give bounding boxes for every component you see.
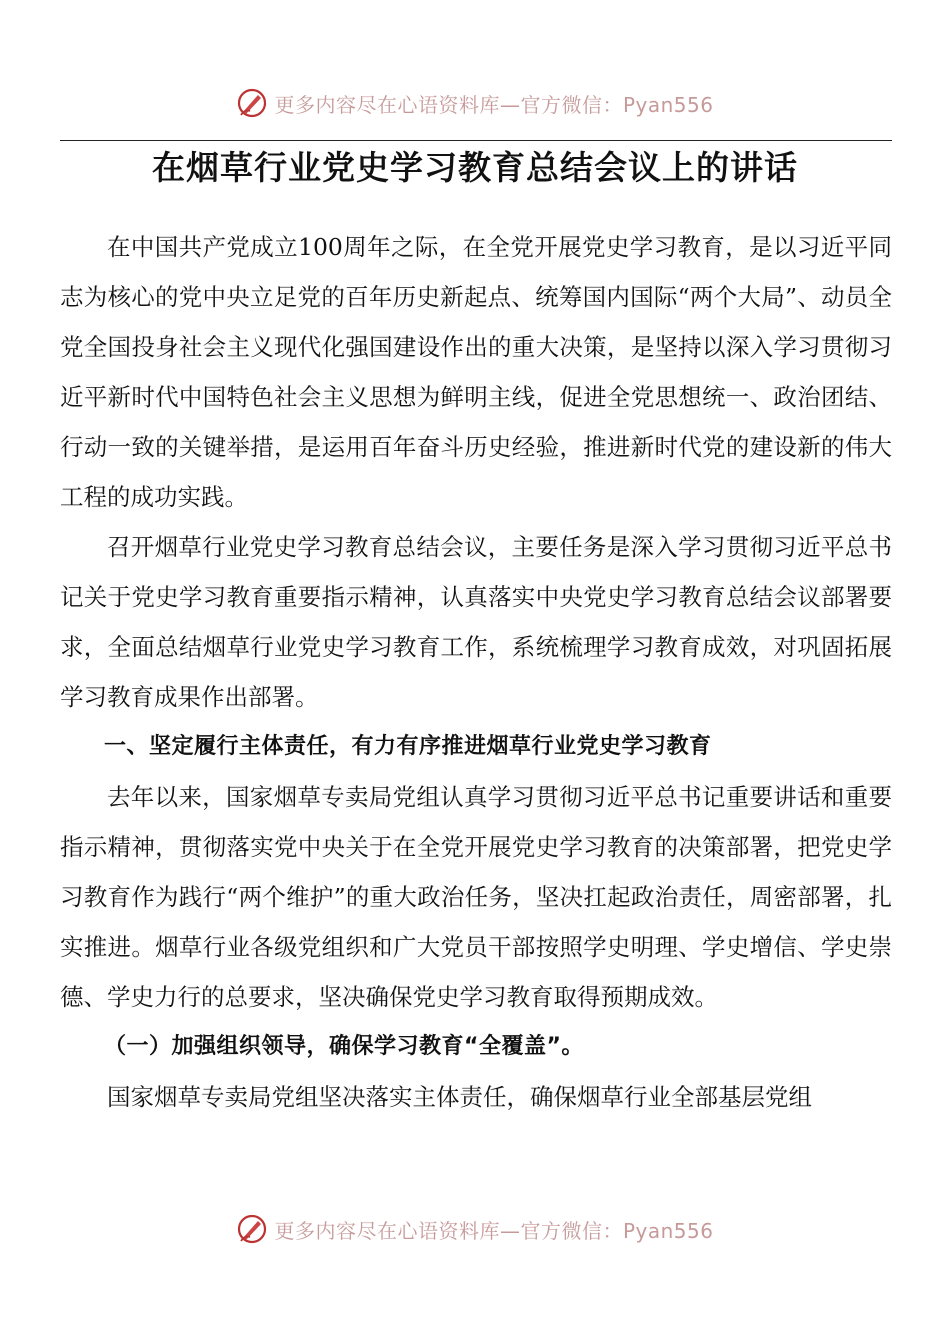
watermark-text: 更多内容尽在心语资料库—官方微信：Pyan556 <box>274 1218 714 1243</box>
watermark-text: 更多内容尽在心语资料库—官方微信：Pyan556 <box>274 92 714 117</box>
paragraph: 在中国共产党成立100周年之际，在全党开展党史学习教育，是以习近平同志为核心的党中央立足党的百年历史新起点、统筹国内国际“两个大局”、动员全党全国投身社会主义现代化强国建设作出的重大决策，是坚持以深入学习贯彻习近平新时代中国特色社会主义思想为鲜明主线，促进全党思想统一、政治团结、行动一致的关键举措，是运用百年奋斗历史经验，推进新时代党的建设新的伟大工程的成功实践。 <box>60 233 892 511</box>
header-rule <box>60 140 892 141</box>
paragraph: 召开烟草行业党史学习教育总结会议，主要任务是深入学习贯彻习近平总书记关于党史学习教育重要指示精神，认真落实中央党史学习教育总结会议部署要求，全面总结烟草行业党史学习教育工作，系统梳理学习教育成效，对巩固拓展学习教育成果作出部署。 <box>60 533 892 711</box>
watermark-top <box>0 83 950 123</box>
watermark-bottom <box>0 1209 950 1249</box>
paragraph: 国家烟草专卖局党组坚决落实主体责任，确保烟草行业全部基层党组 <box>107 1083 812 1111</box>
section-heading: 一、坚定履行主体责任，有力有序推进烟草行业党史学习教育 <box>104 734 712 759</box>
document-body <box>60 222 892 1122</box>
subsection-heading: （一）加强组织领导，确保学习教育“全覆盖”。 <box>104 1034 584 1059</box>
document-title: 在烟草行业党史学习教育总结会议上的讲话 <box>152 148 798 187</box>
pen-circle-logo-icon <box>236 87 268 119</box>
paragraph: 去年以来，国家烟草专卖局党组认真学习贯彻习近平总书记重要讲话和重要指示精神，贯彻落实党中央关于在全党开展党史学习教育的决策部署，把党史学习教育作为践行“两个维护”的重大政治任务，坚决扛起政治责任，周密部署，扎实推进。烟草行业各级党组织和广大党员干部按照学史明理、学史增信、学史崇德、学史力行的总要求，坚决确保党史学习教育取得预期成效。 <box>60 783 892 1011</box>
pen-circle-logo-icon <box>236 1213 268 1245</box>
